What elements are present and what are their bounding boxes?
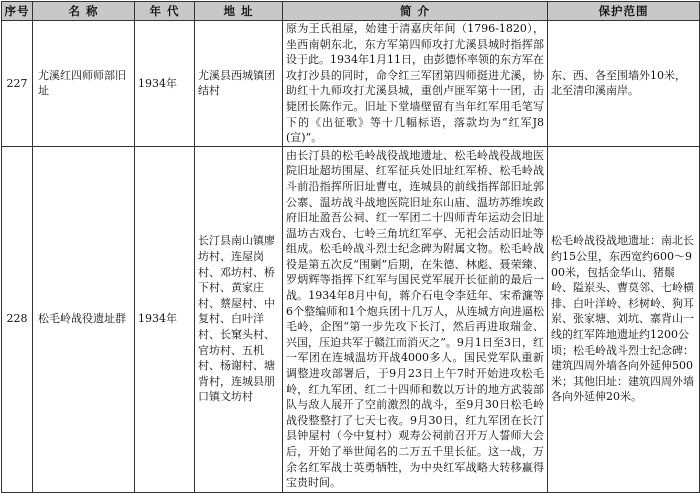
cell-era: 1934年	[135, 21, 195, 147]
header-address: 地 址	[195, 2, 283, 21]
table-row	[2, 21, 700, 147]
cell-seq: 227	[2, 21, 33, 147]
cell-address: 尤溪县西城镇团结村	[195, 21, 283, 147]
table-header-row	[2, 2, 700, 21]
cell-name: 松毛岭战役遗址群	[33, 146, 135, 492]
heritage-sites-table	[1, 1, 700, 493]
cell-address: 长汀县南山镇廖坊村、连屋岗村、邓坊村、桥下村、黄家庄村、蔡屋村、中复村、白叶洋村、长窠头村、官坊村、五机村、杨谢村、塘背村，连城县朋口镇文坊村	[195, 146, 283, 492]
table-row	[2, 146, 700, 492]
header-intro: 简 介	[283, 2, 548, 21]
header-seq: 序号	[2, 2, 33, 21]
header-name: 名 称	[33, 2, 135, 21]
cell-intro: 原为王氏祖屋，始建于清嘉庆年间（1796-1820），坐西南朝东北，东方军第四师攻打尤溪县城时指挥部设于此。1934年1月11日，由彭德怀率领的东方军在攻打沙县的同时，命令红三军团第四师挺进尤溪，协助红十九师攻打尤溪县城，重创卢匪军第十一团，击毙团长陈作元。旧址下堂墙壁留有当年红军用毛笔写下的《出征歌》等十几幅标语，落款均为“红军J8(宣)”。	[283, 21, 548, 147]
header-scope: 保护范围	[548, 2, 700, 21]
cell-scope: 松毛岭战役战地遗址：南北长约15公里，东西宽约600～900米，包括金华山、猪鬃岭、隘岽头、曹莫邻、七岭横排、白叶洋岭、杉树岭、狗耳岽、张家塘、刘坑、寨背山一线的红军阵地遗址约1200公顷；松毛岭战斗烈士纪念碑：建筑四周外墙各向外延伸500米；其他旧址：建筑四周外墙各向外延伸20米。	[548, 146, 700, 492]
cell-era: 1934年	[135, 146, 195, 492]
header-era: 年 代	[135, 2, 195, 21]
cell-seq: 228	[2, 146, 33, 492]
cell-scope: 东、西、各至围墙外10米，北至清印溪南岸。	[548, 21, 700, 147]
cell-name: 尤溪红四师师部旧址	[33, 21, 135, 147]
cell-intro: 由长汀县的松毛岭战役战地遗址、松毛岭战役战地医院旧址超坊围屋、红军征兵处旧址红军桥、松毛岭战斗前沿指挥所旧址曹屯，连城县的前线指挥部旧址郭公寨、温坊战斗战地医院旧址东山庙、温坊苏维埃政府旧址盈吾公祠、红一军团二十四师青年运动会旧址温坊古戏台、七岭三角坑红军亭、无祀会活动旧址等组成。松毛岭战斗烈士纪念碑为附属文物。松毛岭战役是第五次反“围剿”后期，在朱德、林彪、聂荣臻、罗炳辉等指挥下红军与国民党军展开长征前的最后一战。1934年8月中旬，蒋介石电令李廷年、宋希濂等6个整编师和1个炮兵团十几万人，从连城方向进逼松毛岭，企图“第一步先攻下长汀，然后再进取瑞金、兴国，压迫共军于赣江而消灭之”。9月1日至3日，红一军团在连城温坊开战4000多人。国民党军队重新调整进攻部署后，于9月23日上午7时开始进攻松毛岭，红九军团、红二十四师和数以万计的地方武装部队与敌人展开了空前激烈的战斗，至9月30日松毛岭战役整整打了七天七夜。9月30日，红九军团在长汀县钟屋村（今中复村）观寿公祠前召开万人誓师大会后，开始了举世闻名的二万五千里长征。这一战，万余名红军战士英勇牺牲，为中央红军战略大转移赢得宝贵时间。	[283, 146, 548, 492]
